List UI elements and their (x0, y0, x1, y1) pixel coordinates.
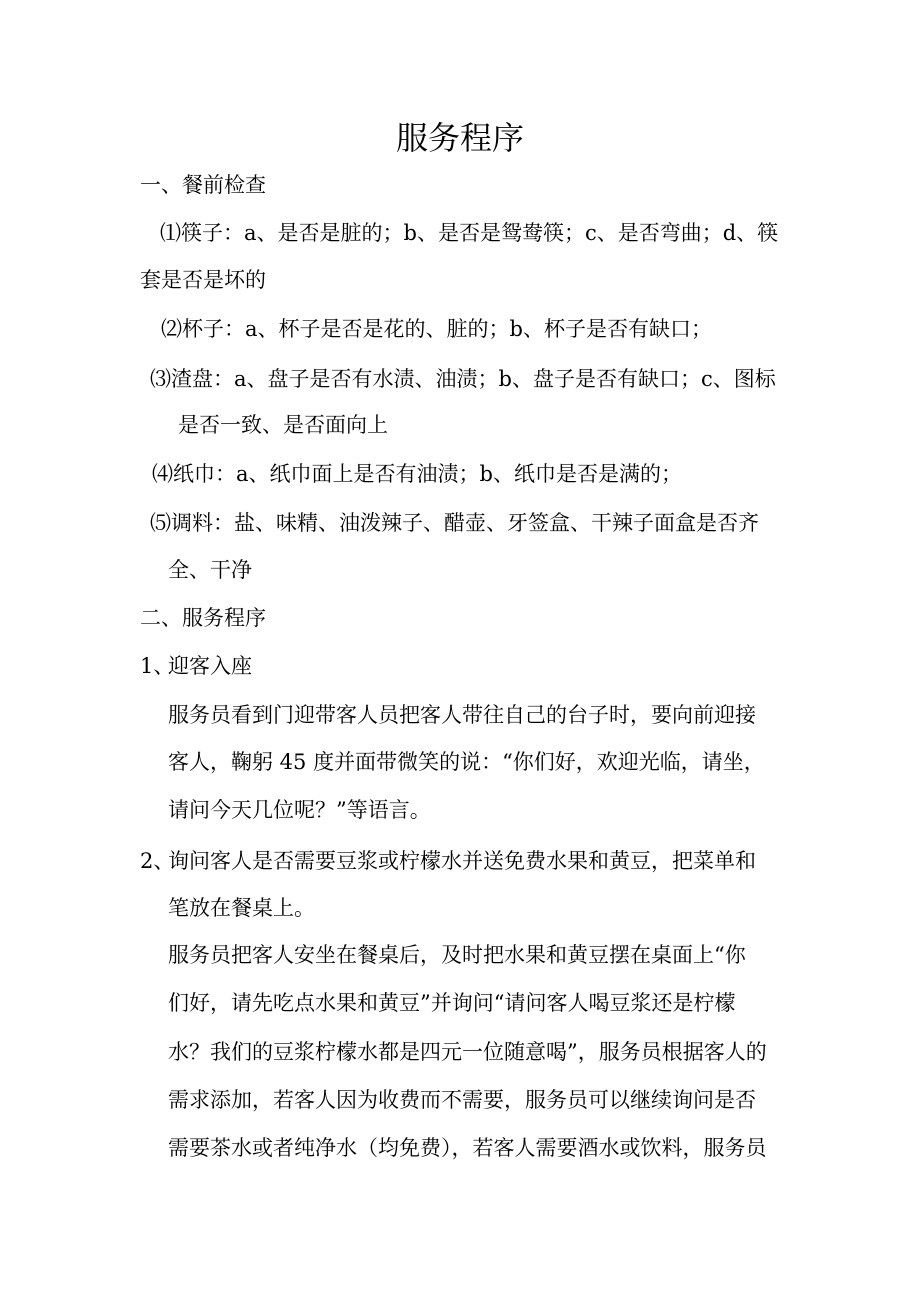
section-heading-service-procedure: 二、服务程序 (140, 606, 266, 630)
paragraph-line: 水？我们的豆浆柠檬水都是四元一位随意喝”，服务员根据客人的 (168, 1040, 767, 1064)
paragraph-line: 客人，鞠躬 45 度并面带微笑的说：“你们好，欢迎光临，请坐， (168, 750, 765, 774)
step-title-drinks: 询问客人是否需要豆浆或柠檬水并送免费水果和黄豆，把菜单和 (168, 849, 756, 873)
paragraph-line: 服务员把客人安坐在餐桌后，及时把水果和黄豆摆在桌面上“你 (168, 943, 746, 967)
check-item-condiments-continued: 全、干净 (168, 558, 252, 582)
check-item-chopsticks: ⑴筷子：a、是否是脏的；b、是否是鸳鸯筷；c、是否弯曲；d、筷 (160, 221, 779, 245)
step-title-welcome: 迎客入座 (168, 654, 252, 678)
step-number: 2、 (140, 849, 175, 873)
paragraph-line: 需求添加，若客人因为收费而不需要，服务员可以继续询问是否 (168, 1088, 756, 1112)
paragraph-line: 们好，请先吃点水果和黄豆”并询问“请问客人喝豆浆还是柠檬 (168, 991, 736, 1015)
check-item-napkins: ⑷纸巾：a、纸巾面上是否有油渍；b、纸巾是否是满的； (152, 462, 682, 486)
paragraph-line: 需要茶水或者纯净水（均免费），若客人需要酒水或饮料，服务员 (168, 1136, 767, 1160)
section-heading-pre-meal-check: 一、餐前检查 (140, 173, 266, 197)
check-item-plates: ⑶渣盘：a、盘子是否有水渍、油渍；b、盘子是否有缺口；c、图标 (150, 367, 776, 391)
paragraph-line: 服务员看到门迎带客人员把客人带往自己的台子时，要向前迎接 (168, 703, 756, 727)
paragraph-line: 请问今天几位呢？”等语言。 (168, 798, 431, 822)
check-item-condiments: ⑸调料：盐、味精、油泼辣子、醋壶、牙签盒、干辣子面盒是否齐 (150, 511, 759, 535)
step-number: 1、 (140, 654, 175, 678)
check-item-cups: ⑵杯子：a、杯子是否是花的、脏的；b、杯子是否有缺口； (161, 317, 712, 341)
check-item-plates-continued: 是否一致、是否面向上 (178, 413, 388, 437)
step-title-drinks-continued: 笔放在餐桌上。 (168, 896, 315, 920)
page-title: 服务程序 (395, 119, 524, 157)
check-item-chopsticks-continued: 套是否是坏的 (140, 268, 266, 292)
